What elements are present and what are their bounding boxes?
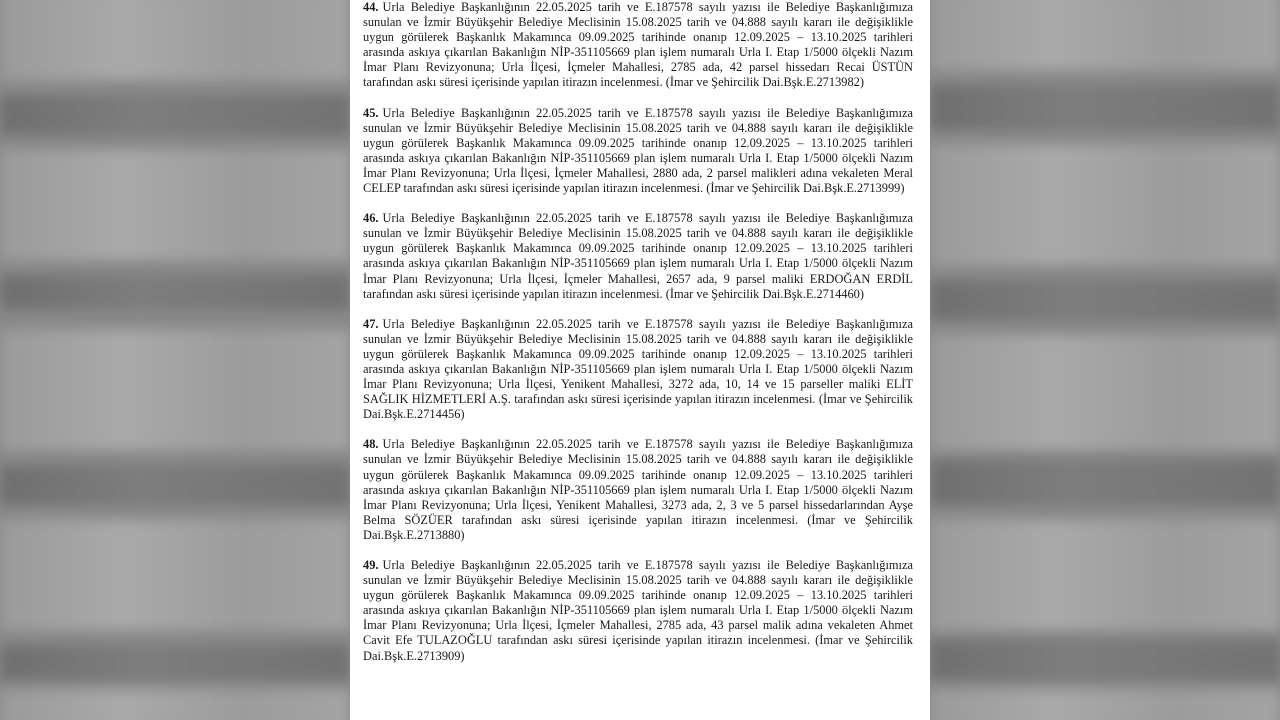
- item-text: Urla Belediye Başkanlığının 22.05.2025 tarih ve E.187578 sayılı yazısı ile Belediye Başkanlığımıza sunulan ve İzmir Büyükşehir Belediye Meclisinin 15.08.2025 tarih ve 04.888 sayılı kararı ile değişiklikle uygun görülerek Başkanlık Makamınca 09.09.2025 tarihinde onanıp 12.09.2025 – 13.10.2025 tarihleri arasında askıya çıkarılan Bakanlığın NİP-351105669 plan işlem numaralı Urla I. Etap 1/5000 ölçekli Nazım İmar Planı Revizyonuna; Urla İlçesi, İçmeler Mahallesi, 2657 ada, 9 parsel maliki ERDOĞAN ERDİL tarafından askı süresi içerisinde yapılan itirazın incelenmesi. (İmar ve Şehircilik Dai.Bşk.E.2714460): [363, 211, 913, 301]
- item-number: 49.: [363, 558, 379, 572]
- blurred-background-right: [930, 0, 1280, 720]
- item-text: Urla Belediye Başkanlığının 22.05.2025 tarih ve E.187578 sayılı yazısı ile Belediye Başkanlığımıza sunulan ve İzmir Büyükşehir Belediye Meclisinin 15.08.2025 tarih ve 04.888 sayılı kararı ile değişiklikle uygun görülerek Başkanlık Makamınca 09.09.2025 tarihinde onanıp 12.09.2025 – 13.10.2025 tarihleri arasında askıya çıkarılan Bakanlığın NİP-351105669 plan işlem numaralı Urla I. Etap 1/5000 ölçekli Nazım İmar Planı Revizyonuna; Urla İlçesi, İçmeler Mahallesi, 2880 ada, 2 parsel malikleri adına vekaleten Meral CELEP tarafından askı süresi içerisinde yapılan itirazın incelenmesi. (İmar ve Şehircilik Dai.Bşk.E.2713999): [363, 105, 913, 196]
- item-number: 47.: [363, 316, 379, 331]
- item-number: 45.: [363, 105, 379, 120]
- document-page: [350, 0, 930, 720]
- agenda-item-44: [363, 0, 913, 91]
- item-text: Urla Belediye Başkanlığının 22.05.2025 tarih ve E.187578 sayılı yazısı ile Belediye Başkanlığımıza sunulan ve İzmir Büyükşehir Belediye Meclisinin 15.08.2025 tarih ve 04.888 sayılı kararı ile değişiklikle uygun görülerek Başkanlık Makamınca 09.09.2025 tarihinde onanıp 12.09.2025 – 13.10.2025 tarihleri arasında askıya çıkarılan Bakanlığın NİP-351105669 plan işlem numaralı Urla I. Etap 1/5000 ölçekli Nazım İmar Planı Revizyonuna; Urla İlçesi, İçmeler Mahallesi, 2785 ada, 43 parsel malik adına vekaleten Ahmet Cavit Efe TULAZOĞLU tarafından askı süresi içerisinde yapılan itirazın incelenmesi. (İmar ve Şehircilik Dai.Bşk.E.2713909): [363, 558, 913, 663]
- item-text: Urla Belediye Başkanlığının 22.05.2025 tarih ve E.187578 sayılı yazısı ile Belediye Başkanlığımıza sunulan ve İzmir Büyükşehir Belediye Meclisinin 15.08.2025 tarih ve 04.888 sayılı kararı ile değişiklikle uygun görülerek Başkanlık Makamınca 09.09.2025 tarihinde onanıp 12.09.2025 – 13.10.2025 tarihleri arasında askıya çıkarılan Bakanlığın NİP-351105669 plan işlem numaralı Urla I. Etap 1/5000 ölçekli Nazım İmar Planı Revizyonuna; Urla İlçesi, İçmeler Mahallesi, 2785 ada, 42 parsel hissedarı Recai ÜSTÜN tarafından askı süresi içerisinde yapılan itirazın incelenmesi. (İmar ve Şehircilik Dai.Bşk.E.2713982): [363, 0, 913, 90]
- item-number: 46.: [363, 211, 379, 226]
- agenda-item-47: [363, 317, 913, 423]
- item-text: Urla Belediye Başkanlığının 22.05.2025 tarih ve E.187578 sayılı yazısı ile Belediye Başkanlığımıza sunulan ve İzmir Büyükşehir Belediye Meclisinin 15.08.2025 tarih ve 04.888 sayılı kararı ile değişiklikle uygun görülerek Başkanlık Makamınca 09.09.2025 tarihinde onanıp 12.09.2025 – 13.10.2025 tarihleri arasında askıya çıkarılan Bakanlığın NİP-351105669 plan işlem numaralı Urla I. Etap 1/5000 ölçekli Nazım İmar Planı Revizyonuna; Urla İlçesi, Yenikent Mahallesi, 3272 ada, 10, 14 ve 15 parseller maliki ELİT SAĞLIK HİZMETLERİ A.Ş. tarafından askı süresi içerisinde yapılan itirazın incelenmesi. (İmar ve Şehircilik Dai.Bşk.E.2714456): [363, 316, 913, 422]
- agenda-item-45: [363, 106, 913, 197]
- blurred-background-left: [0, 0, 350, 720]
- item-text: Urla Belediye Başkanlığının 22.05.2025 tarih ve E.187578 sayılı yazısı ile Belediye Başkanlığımıza sunulan ve İzmir Büyükşehir Belediye Meclisinin 15.08.2025 tarih ve 04.888 sayılı kararı ile değişiklikle uygun görülerek Başkanlık Makamınca 09.09.2025 tarihinde onanıp 12.09.2025 – 13.10.2025 tarihleri arasında askıya çıkarılan Bakanlığın NİP-351105669 plan işlem numaralı Urla I. Etap 1/5000 ölçekli Nazım İmar Planı Revizyonuna; Urla İlçesi, Yenikent Mahallesi, 3273 ada, 2, 3 ve 5 parsel hissedarlarından Ayşe Belma SÖZÜER tarafından askı süresi içerisinde yapılan itirazın incelenmesi. (İmar ve Şehircilik Dai.Bşk.E.2713880): [363, 437, 913, 542]
- agenda-item-49: [363, 558, 913, 664]
- agenda-item-48: [363, 437, 913, 543]
- agenda-items: [363, 0, 913, 679]
- agenda-item-46: [363, 211, 913, 302]
- item-number: 44.: [363, 0, 379, 14]
- item-number: 48.: [363, 437, 379, 452]
